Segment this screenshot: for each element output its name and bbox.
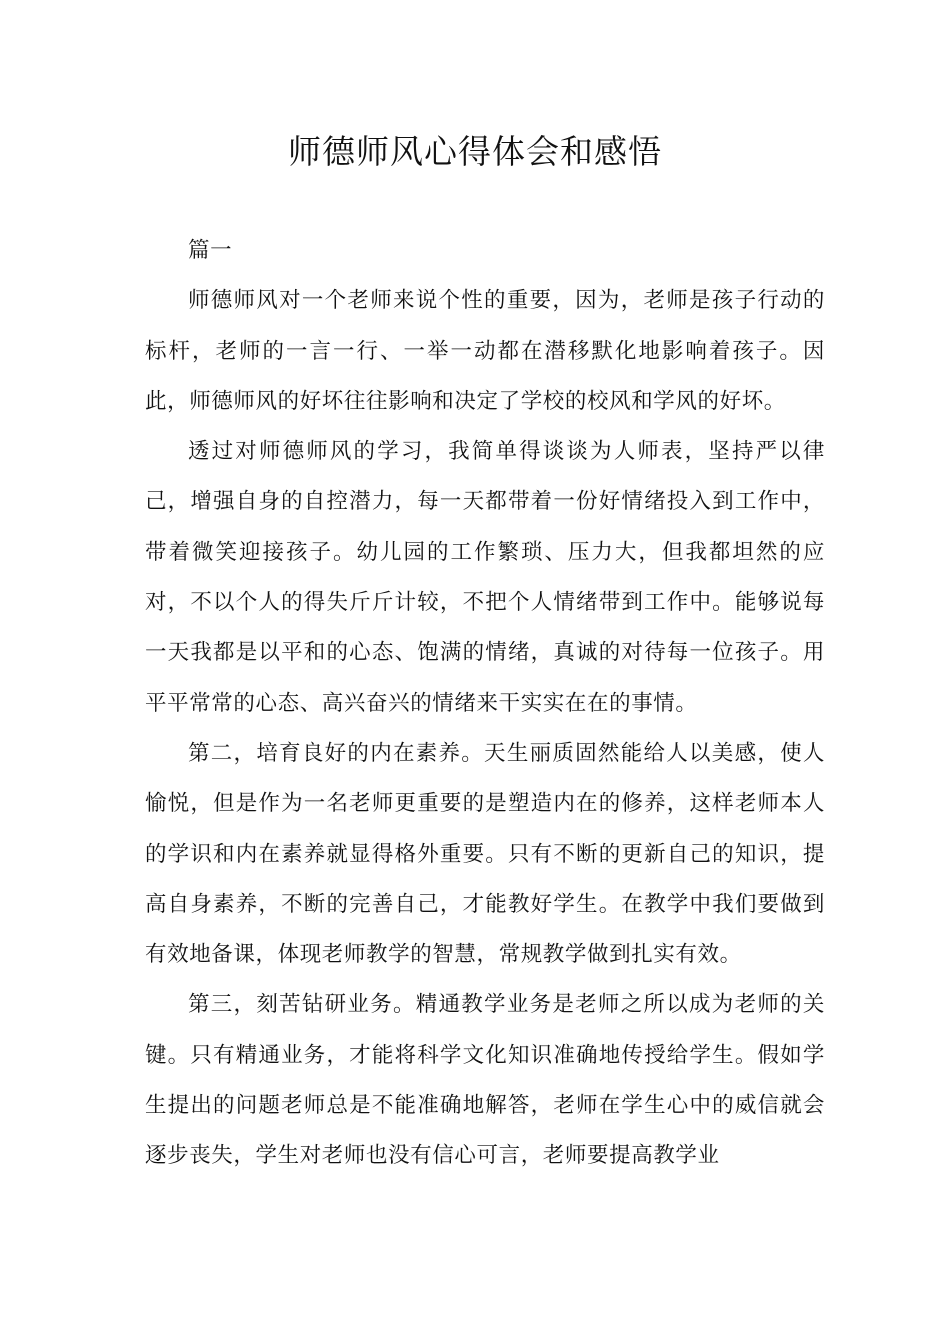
document-title: 师德师风心得体会和感悟 [288, 132, 662, 171]
paragraph-4: 第三，刻苦钻研业务。精通教学业务是老师之所以成为老师的关键。只有精通业务，才能将科学文化知识准确地传授给学生。假如学生提出的问题老师总是不能准确地解答，老师在学生心中的威信就会逐步丧失，学生对老师也没有信心可言，老师要提高教学业 [145, 992, 825, 1169]
paragraph-1: 师德师风对一个老师来说个性的重要，因为，老师是孩子行动的标杆，老师的一言一行、一举一动都在潜移默化地影响着孩子。因此，师德师风的好坏往往影响和决定了学校的校风和学风的好坏。 [145, 288, 825, 414]
document-body [145, 226, 825, 1182]
paragraph-2: 透过对师德师风的学习，我简单得谈谈为人师表，坚持严以律己，增强自身的自控潜力，每一天都带着一份好情绪投入到工作中，带着微笑迎接孩子。幼儿园的工作繁琐、压力大，但我都坦然的应对，不以个人的得失斤斤计较，不把个人情绪带到工作中。能够说每一天我都是以平和的心态、饱满的情绪，真诚的对待每一位孩子。用平平常常的心态、高兴奋兴的情绪来干实实在在的事情。 [145, 439, 825, 716]
paragraph-3: 第二，培育良好的内在素养。天生丽质固然能给人以美感，使人愉悦，但是作为一名老师更重要的是塑造内在的修养，这样老师本人的学识和内在素养就显得格外重要。只有不断的更新自己的知识，提高自身素养，不断的完善自己，才能教好学生。在教学中我们要做到有效地备课，体现老师教学的智慧，常规教学做到扎实有效。 [145, 740, 825, 968]
section-label: 篇一 [188, 238, 233, 263]
